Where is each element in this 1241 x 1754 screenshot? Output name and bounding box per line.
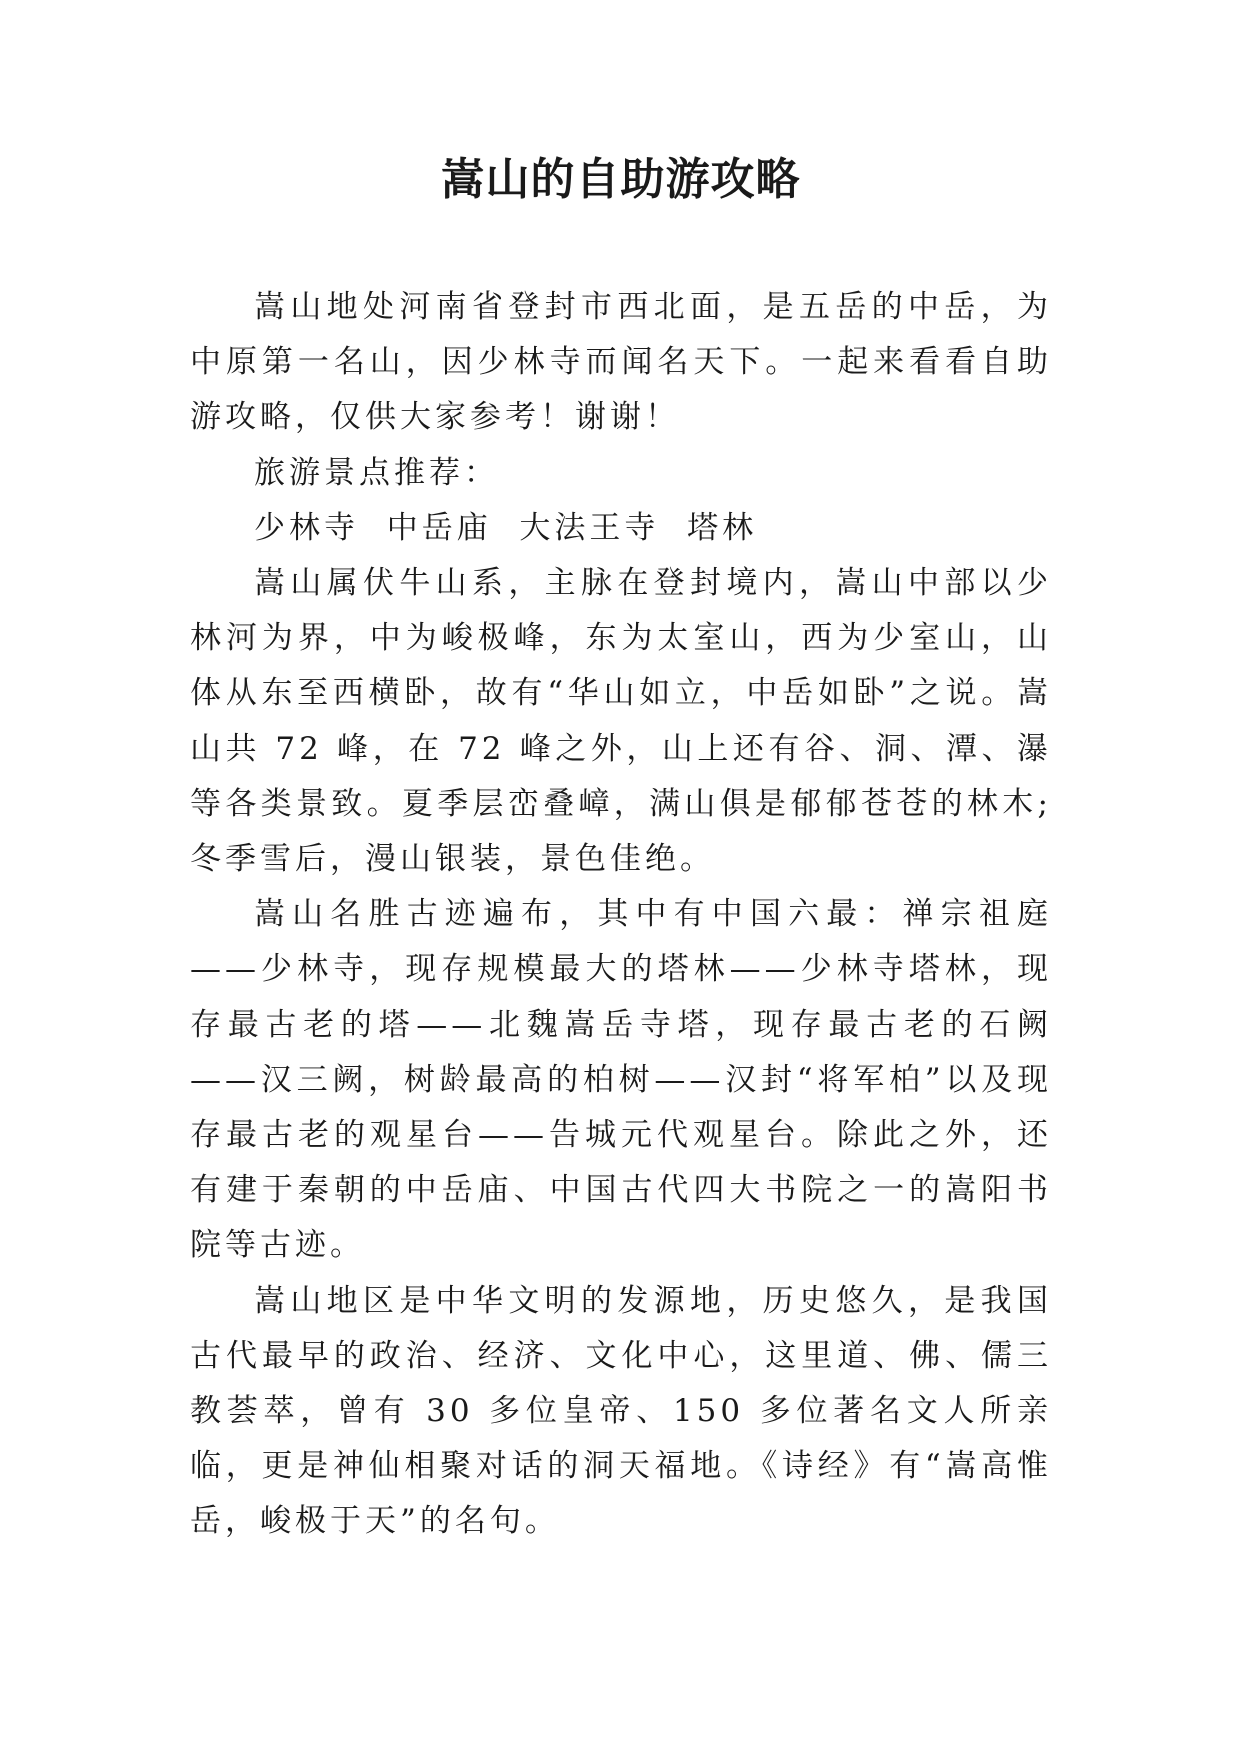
paragraph-attractions-heading: 旅游景点推荐： [254, 454, 499, 491]
paragraph-geography: 嵩山属伏牛山系，主脉在登封境内，嵩山中部以少林河为界，中为峻极峰，东为太室山，西为少室山，山体从东至西横卧，故有“华山如立，中岳如卧”之说。嵩山共 72 峰，在 72 峰之外，山上还有谷、洞、潭、瀑等各类景致。夏季层峦叠嶂，满山俱是郁郁苍苍的林木;冬季雪后，漫山银装，景色佳绝。 [190, 565, 1052, 878]
paragraph-historic-sites: 嵩山名胜古迹遍布，其中有中国六最：禅宗祖庭——少林寺，现存规模最大的塔林——少林寺塔林，现存最古老的塔——北魏嵩岳寺塔，现存最古老的石阙——汉三阙，树龄最高的柏树——汉封“将军柏”以及现存最古老的观星台——告城元代观星台。除此之外，还有建于秦朝的中岳庙、中国古代四大书院之一的嵩阳书院等古迹。 [190, 896, 1052, 1264]
paragraph-attractions-list: 少林寺 中岳庙 大法王寺 塔林 [254, 509, 758, 546]
paragraph-history: 嵩山地区是中华文明的发源地，历史悠久，是我国古代最早的政治、经济、文化中心，这里道、佛、儒三教荟萃，曾有 30 多位皇帝、150 多位著名文人所亲临，更是神仙相聚对话的洞天福地。《诗经》有“嵩高惟岳，峻极于天”的名句。 [190, 1282, 1052, 1540]
document-title: 嵩山的自助游攻略 [440, 154, 801, 205]
paragraph-intro: 嵩山地处河南省登封市西北面，是五岳的中岳，为中原第一名山，因少林寺而闻名天下。一起来看看自助游攻略，仅供大家参考！谢谢！ [190, 289, 1052, 436]
document-body [190, 280, 1052, 1550]
